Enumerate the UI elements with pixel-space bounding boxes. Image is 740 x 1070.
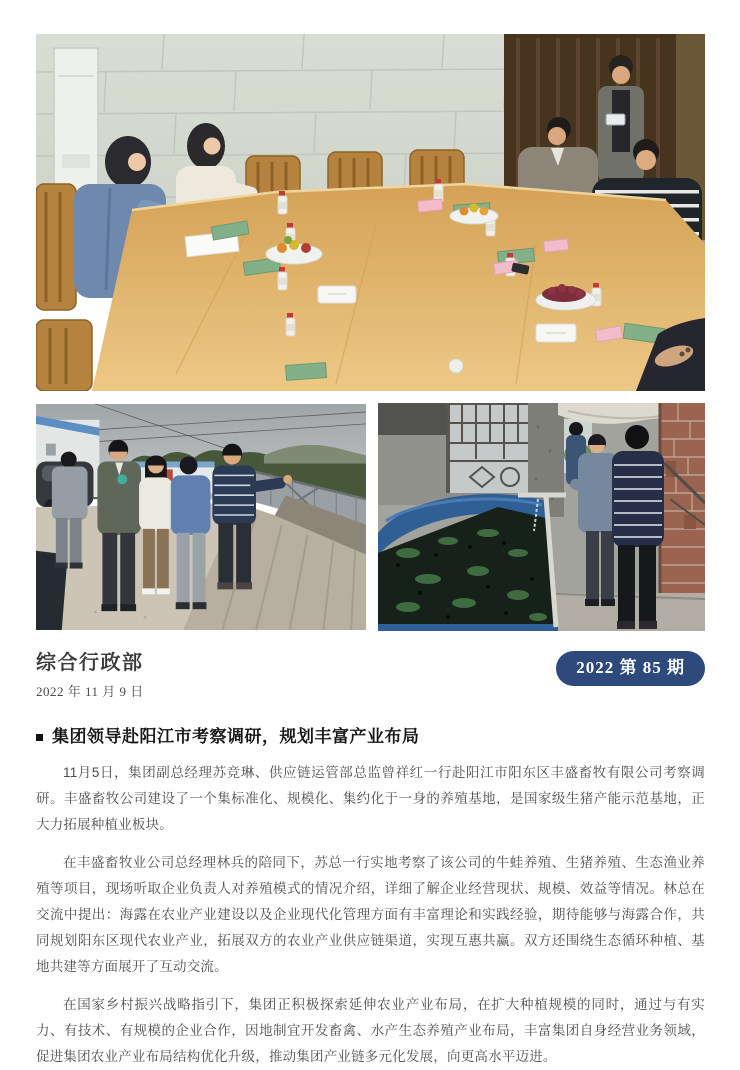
headline-text: 集团领导赴阳江市考察调研，规划丰富产业布局 (52, 727, 420, 746)
article-paragraph-1: 11月5日，集团副总经理苏竞琳、供应链运管部总监曾祥红一行赴阳江市阳东区丰盛畜牧有限公司考察调研。丰盛畜牧公司建设了一个集标准化、规模化、集约化于一身的养殖基地，是国家级生猪产能示范基地，正大力拓展种植业板块。 (36, 765, 705, 833)
left-wall (378, 435, 448, 505)
frog-pond-photo (378, 403, 705, 631)
masthead (36, 651, 705, 700)
lattice-window (444, 403, 534, 501)
meeting-room-photo (36, 34, 705, 391)
headline-bullet-square (36, 734, 43, 741)
article-paragraph-3: 在国家乡村振兴战略指引下，集团正积极探索延伸农业产业布局，在扩大种植规模的同时，通过与有实力、有技术、有规模的企业合作，因地制宜开发畜禽、水产生态养殖产业布局，丰富集团自身经营业务领域，促进集团农业产业布局结构优化升级，推动集团产业链多元化发展，向更高水平迈进。 (36, 997, 705, 1065)
article-paragraph-2: 在丰盛畜牧业公司总经理林兵的陪同下，苏总一行实地考察了该公司的牛蛙养殖、生猪养殖、生态渔业养殖等项目，现场听取企业负责人对养殖模式的情况介绍，详细了解企业经营现状、规模、效益等情况。林总在交流中提出：海露在农业产业建设以及企业现代化管理方面有丰富理论和实践经验，期待能够与海露合作，共同规划阳东区现代农业产业，拓展双方的农业产业供应链渠道，实现互惠共赢。双方还围绕生态循环种植、基地共建等方面展开了互动交流。 (36, 855, 705, 975)
article-headline (36, 726, 705, 748)
issue-badge: 2022 第 85 期 (556, 651, 705, 686)
masthead-left (36, 651, 144, 700)
article (36, 726, 705, 1070)
department-name: 综合行政部 (36, 652, 144, 674)
dark-upper-left (378, 403, 450, 435)
photo-row (36, 403, 705, 631)
issue-date: 2022 年 11 月 9 日 (36, 684, 144, 699)
site-visit-photo (36, 403, 366, 631)
conference-table (92, 184, 705, 391)
